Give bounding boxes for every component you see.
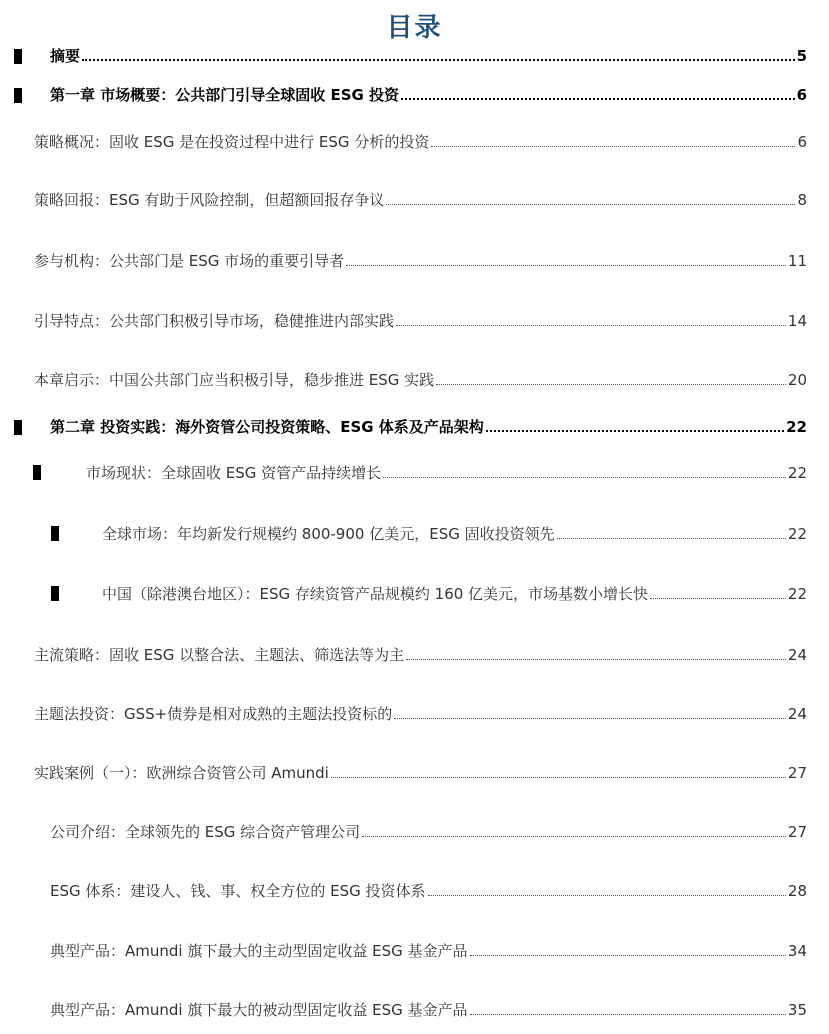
toc-entry[interactable]: [34, 762, 807, 784]
bullet-icon: [51, 526, 59, 541]
toc-dot-leader: [428, 881, 786, 896]
toc-page-number: 5: [796, 47, 807, 65]
toc-dot-leader: [436, 370, 786, 385]
toc-entry[interactable]: [50, 940, 807, 962]
bullet-icon: [14, 88, 22, 103]
toc-entry[interactable]: [34, 369, 807, 391]
toc-dot-leader: [431, 132, 795, 147]
page-title: 目录: [386, 13, 443, 43]
toc-page-number: 28: [787, 882, 807, 900]
toc-page-number: 22: [786, 418, 807, 436]
toc-entry[interactable]: [50, 999, 807, 1021]
toc-dot-leader: [394, 704, 786, 719]
toc-dot-leader: [362, 822, 786, 837]
toc-entry-text: 全球市场：年均新发行规模约 800-900 亿美元，ESG 固收投资领先: [102, 525, 555, 543]
toc-dot-leader: [331, 763, 786, 778]
toc-entry-text: 第一章 市场概要：公共部门引导全球固收 ESG 投资: [50, 86, 400, 104]
toc-entry[interactable]: [50, 821, 807, 843]
toc-entry-text: 引导特点：公共部门积极引导市场，稳健推进内部实践: [34, 312, 395, 330]
toc-page-number: 14: [787, 312, 807, 330]
toc-dot-leader: [470, 1000, 786, 1015]
bullet-icon: [51, 586, 59, 601]
toc-dot-leader: [406, 645, 786, 660]
toc-page-number: 22: [787, 585, 807, 603]
toc-entry-text: 主流策略：固收 ESG 以整合法、主题法、筛选法等为主: [34, 646, 405, 664]
toc-dot-leader: [82, 45, 795, 61]
toc-entry[interactable]: [34, 131, 807, 153]
toc-dot-leader: [470, 941, 786, 956]
bullet-icon: [33, 465, 41, 480]
toc-page-number: 20: [787, 371, 807, 389]
toc-entry[interactable]: [34, 310, 807, 332]
toc-page-number: 24: [787, 646, 807, 664]
toc-page-number: 35: [787, 1001, 807, 1019]
toc-entry-text: 中国（除港澳台地区）：ESG 存续资管产品规模约 160 亿美元，市场基数小增长快: [102, 585, 649, 603]
toc-entry[interactable]: [102, 583, 807, 605]
toc-dot-leader: [486, 416, 784, 432]
toc-entry-text: 实践案例（一）：欧洲综合资管公司 Amundi: [34, 764, 329, 782]
toc-entry-text: ESG 体系：建设人、钱、事、权全方位的 ESG 投资体系: [50, 882, 426, 900]
toc-page-number: 11: [787, 252, 807, 270]
toc-dot-leader: [386, 190, 795, 205]
bullet-icon: [14, 49, 22, 64]
toc-page-number: 8: [797, 191, 807, 209]
toc-page-number: 22: [787, 464, 807, 482]
toc-entry-text: 参与机构：公共部门是 ESG 市场的重要引导者: [34, 252, 345, 270]
toc-entry-text: 主题法投资：GSS+债券是相对成熟的主题法投资标的: [34, 705, 393, 723]
toc-entry-text: 典型产品：Amundi 旗下最大的主动型固定收益 ESG 基金产品: [50, 942, 468, 960]
toc-entry[interactable]: [34, 189, 807, 211]
toc-dot-leader: [346, 251, 786, 266]
toc-entry[interactable]: [34, 644, 807, 666]
toc-entry[interactable]: [50, 880, 807, 902]
toc-dot-leader: [650, 584, 786, 599]
toc-entry-chapter-2[interactable]: [50, 416, 807, 438]
toc-entry[interactable]: [34, 703, 807, 725]
toc-dot-leader: [383, 463, 786, 478]
toc-page-number: 6: [797, 133, 807, 151]
toc-page-number: 22: [787, 525, 807, 543]
toc-entry-text: 策略概况：固收 ESG 是在投资过程中进行 ESG 分析的投资: [34, 133, 430, 151]
toc-page-number: 34: [787, 942, 807, 960]
toc-entry-text: 公司介绍：全球领先的 ESG 综合资产管理公司: [50, 823, 361, 841]
toc-dot-leader: [396, 311, 786, 326]
toc-entry-text: 第二章 投资实践：海外资管公司投资策略、ESG 体系及产品架构: [50, 418, 484, 436]
toc-page-number: 27: [787, 823, 807, 841]
toc-entry-text: 摘要: [50, 47, 81, 65]
bullet-icon: [14, 420, 22, 435]
toc-page-number: 27: [787, 764, 807, 782]
toc-dot-leader: [557, 524, 786, 539]
toc-page-number: 24: [787, 705, 807, 723]
toc-entry[interactable]: [102, 523, 807, 545]
toc-dot-leader: [401, 84, 795, 100]
toc-entry-chapter-1[interactable]: [50, 84, 807, 106]
toc-entry-text: 典型产品：Amundi 旗下最大的被动型固定收益 ESG 基金产品: [50, 1001, 468, 1019]
toc-entry-text: 市场现状：全球固收 ESG 资管产品持续增长: [86, 464, 382, 482]
toc-entry[interactable]: [86, 462, 807, 484]
toc-entry-abstract[interactable]: [50, 45, 807, 67]
toc-page-number: 6: [796, 86, 807, 104]
toc-entry[interactable]: [34, 250, 807, 272]
toc-entry-text: 策略回报：ESG 有助于风险控制，但超额回报存争议: [34, 191, 385, 209]
toc-entry-text: 本章启示：中国公共部门应当积极引导，稳步推进 ESG 实践: [34, 371, 435, 389]
